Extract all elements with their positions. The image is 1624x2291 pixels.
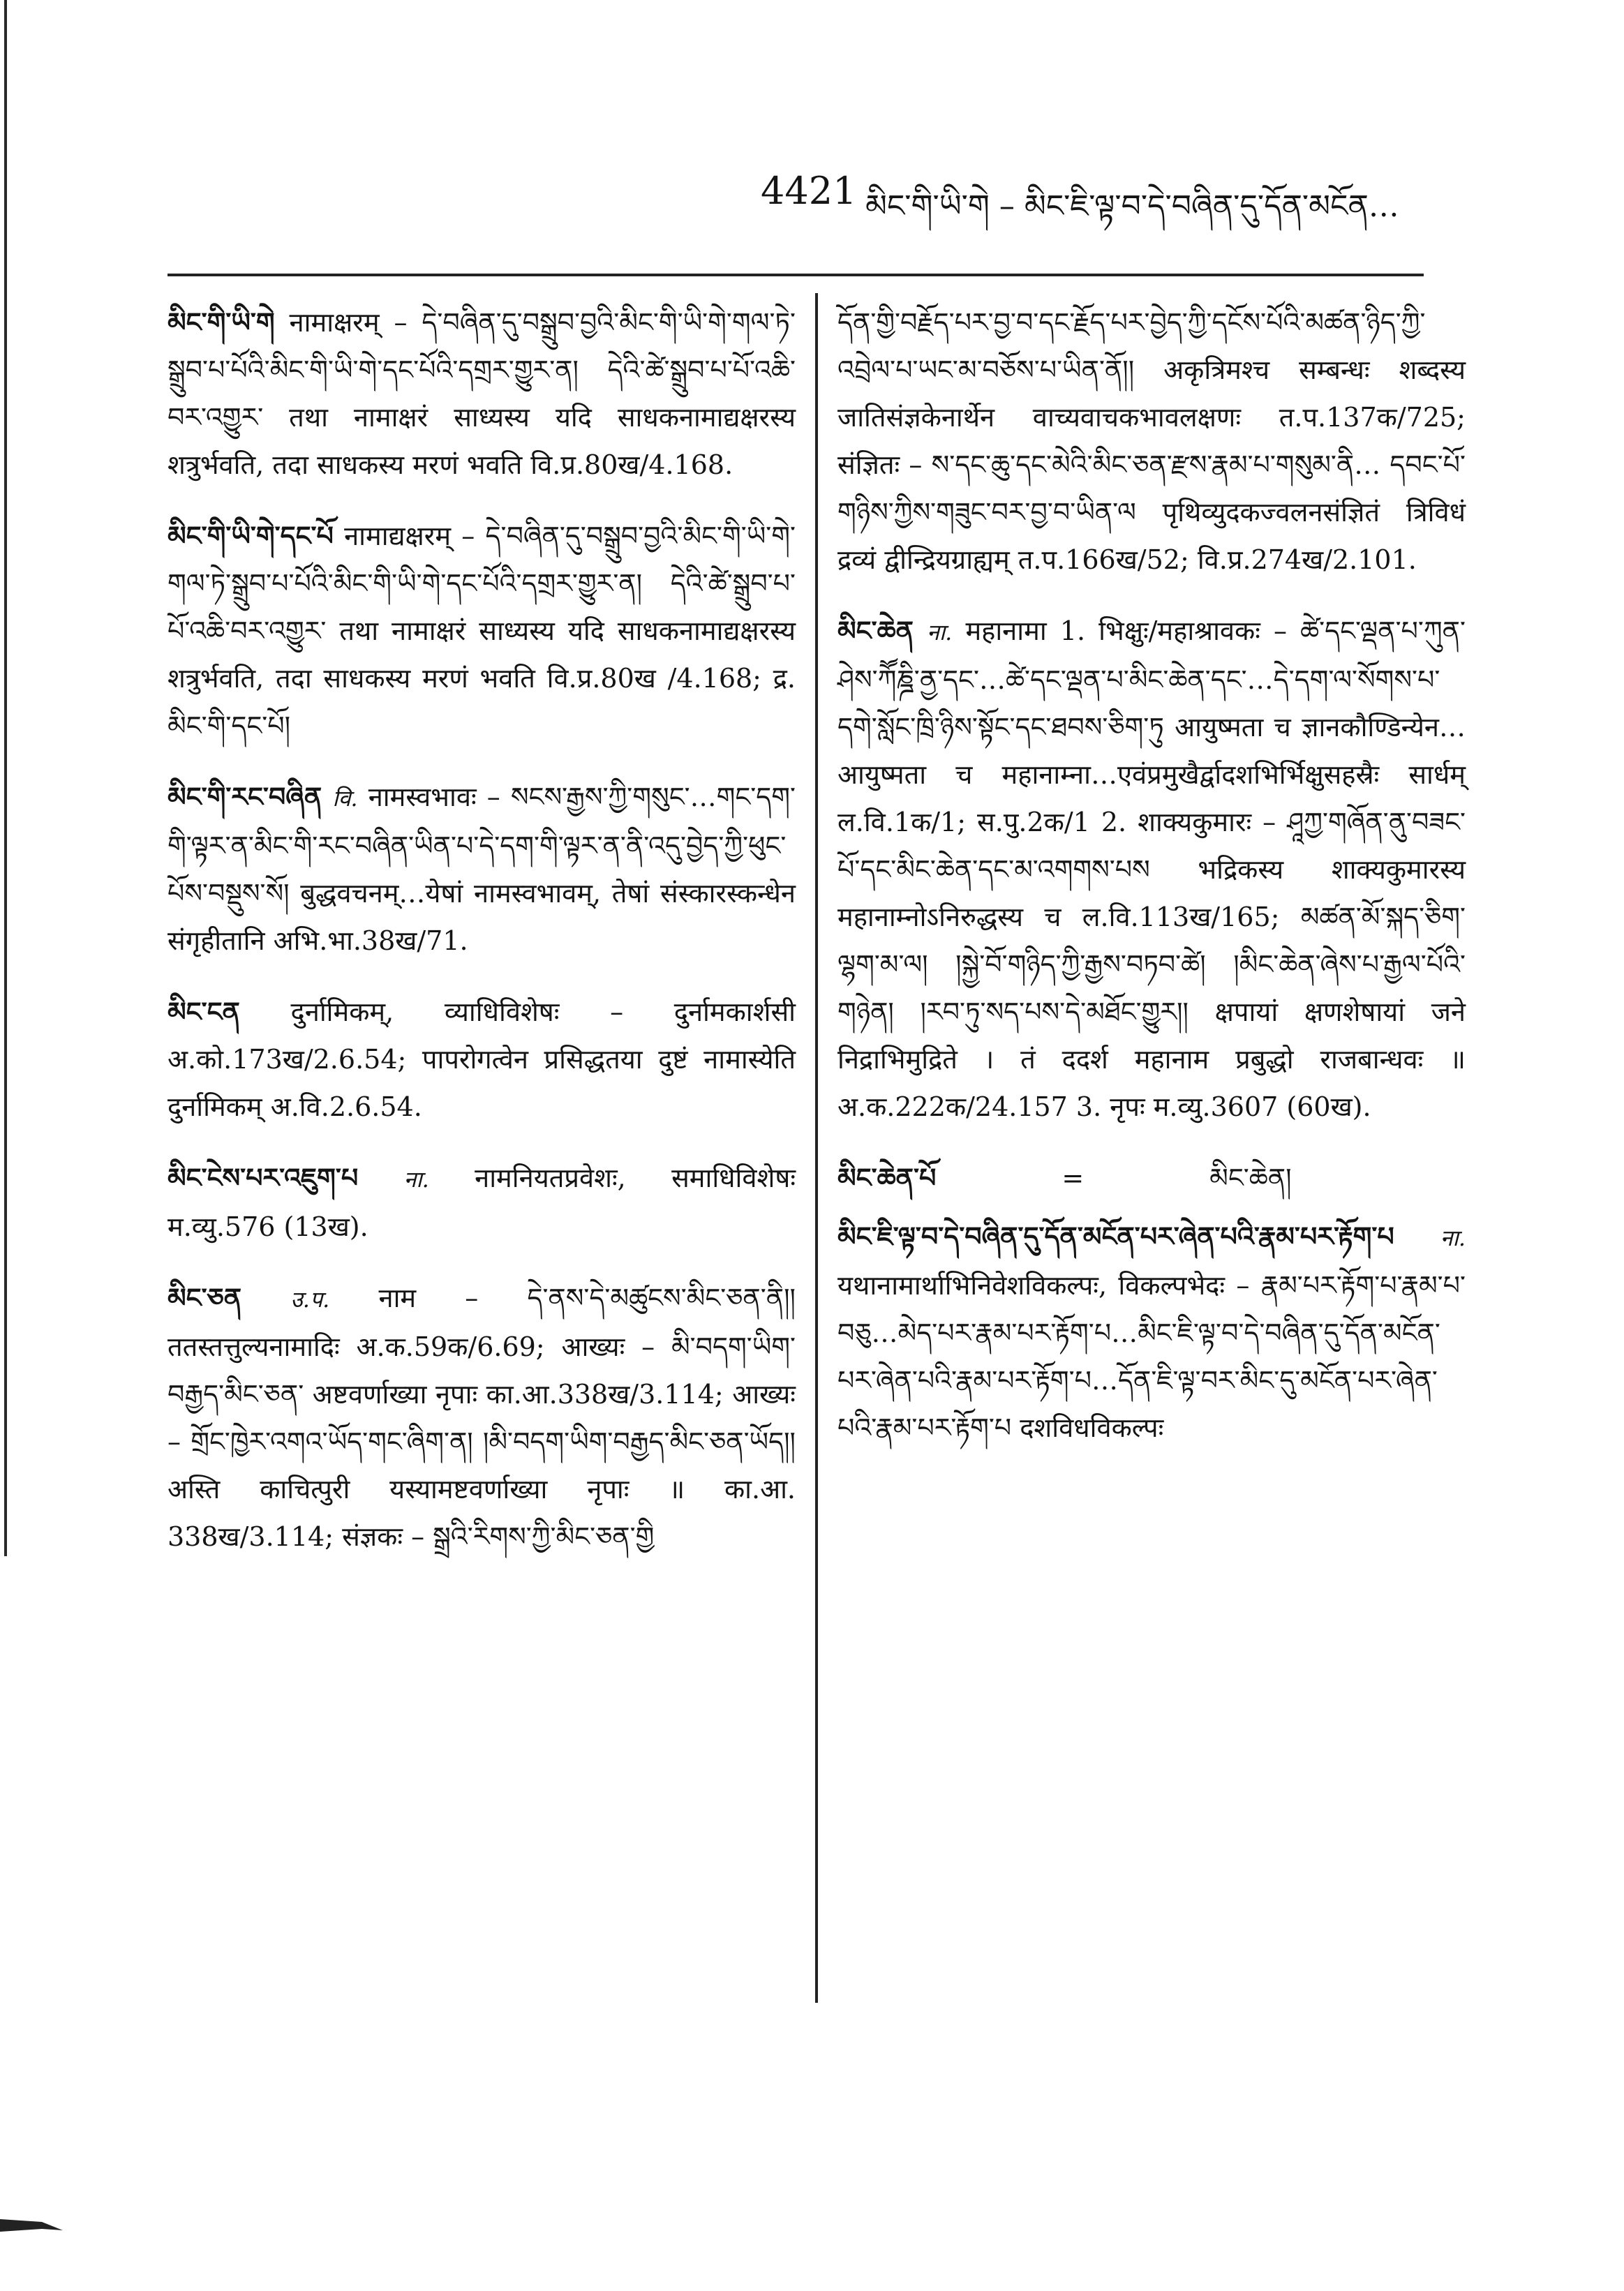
dictionary-entry	[837, 607, 1466, 1130]
entry-headword: མིང་ཅན	[167, 1282, 242, 1313]
dictionary-entry	[167, 299, 796, 488]
entry-headword: མིང་གི་རང་བཞིན	[167, 781, 322, 812]
dictionary-entry	[167, 512, 796, 749]
entry-headword: མིང་ངན	[167, 996, 240, 1027]
grammar-label: ना.	[1440, 1225, 1466, 1251]
grammar-label: वि.	[332, 785, 358, 812]
column-divider	[815, 293, 818, 2003]
dictionary-entry	[167, 1154, 796, 1251]
page-header	[761, 169, 1466, 225]
entry-body: दुर्नामिकम्, व्याधिविशेषः – दुर्नामकार्शसी अ.को.173ख/2.6.54; पापरोगत्वेन प्रसिद्धतया दुष्टं नामास्येति दुर्नामिकम् अ.वि.2.6.54.	[167, 997, 796, 1122]
equals-sign: =	[1061, 1163, 1085, 1193]
dictionary-entry-continued	[837, 299, 1466, 583]
entry-headword: མིང་གི་ཡི་གེ་དང་པོ	[167, 520, 334, 551]
entry-headword: མིང་གི་ཡི་གེ	[167, 306, 275, 338]
cross-reference-entry	[837, 1154, 1466, 1202]
page-number: 4421	[761, 169, 857, 213]
binding-edge-line	[4, 0, 7, 1556]
entry-body: नाम – དེ་ནས་དེ་མཚུངས་མིང་ཅན་ནི།། ततस्तत्तुल्यनामादिः अ.क.59क/6.69; आख्यः – མི་བདག་ཡིག་བརྒྱད་མིང་ཅན་ अष्टवर्णाख्या नृपाः का.आ.338ख/3.114; आख्यः – གྲོང་ཁྱེར་འགའ་ཡོད་གང་ཞིག་ན། །མི་བདག་ཡིག་བརྒྱད་མིང་ཅན་ཡོད།། अस्ति काचित्पुरी यस्यामष्टवर्णाख्या नृपाः ॥ का.आ. 338ख/3.114; संज्ञकः – སྒྲའི་རིགས་ཀྱི་མིང་ཅན་གྱི	[167, 1283, 796, 1552]
entry-headword: མིང་ཆེན	[837, 615, 914, 646]
dictionary-entry	[167, 1274, 796, 1560]
dictionary-entry	[167, 988, 796, 1130]
dictionary-entry	[167, 773, 796, 964]
entry-body: महानामा 1. भिक्षुः/महाश्रावकः – ཚེ་དང་ལྡན་པ་ཀུན་ཤེས་ཀཽཎྜི་ནྱ་དང་…ཚེ་དང་ལྡན་པ་མིང་ཆེན་དང་…དེ་དག་ལ་སོགས་པ་དགེ་སློང་ཁྲི་ཉིས་སྟོང་དང་ཐབས་ཅིག་ཏུ आयुष्मता च ज्ञानकौण्डिन्येन…आयुष्मता च महानाम्ना…एवंप्रमुखैर्द्वादशभिर्भिक्षुसहस्रैः सार्धम् ल.वि.1क/1; स.पु.2क/1 2. शाक्यकुमारः – ཤཱཀྱ་གཞོན་ནུ་བཟང་པོ་དང་མིང་ཆེན་དང་མ་འགགས་པས भद्रिकस्य शाक्यकुमारस्य महानाम्नोऽनिरुद्धस्य च ल.वि.113ख/165; མཚན་མོ་སྐད་ཅིག་ལྷག་མ་ལ། །སྐྱེ་བོ་གཉིད་ཀྱི་རྒྱས་བཏབ་ཚེ། །མིང་ཆེན་ཞེས་པ་རྒྱལ་པོའི་གཉེན། །རབ་ཏུ་སད་པས་དེ་མཐོང་གྱུར།། क्षपायां क्षणशेषायां जने निद्राभिमुद्रिते । तं ददर्श महानाम प्रबुद्धो राजबान्धवः ॥ अ.क.222क/24.157 3. नृपः म.व्यु.3607 (60ख).	[837, 615, 1466, 1122]
entry-body: नामनियतप्रवेशः, समाधिविशेषः म.व्यु.576 (13ख).	[167, 1163, 796, 1242]
entry-headword: མིང་ཇི་ལྟ་བ་དེ་བཞིན་དུ་དོན་མངོན་པར་ཞེན་པའི་རྣམ་པར་རྟོག་པ	[837, 1221, 1394, 1252]
entry-body: དོན་གྱི་བརྗོད་པར་བྱ་བ་དང་རྗོད་པར་བྱེད་ཀྱི་དངོས་པོའི་མཚན་ཉིད་ཀྱི་འབྲེལ་པ་ཡང་མ་བཅོས་པ་ཡིན་ནོ།། अकृत्रिमश्च सम्बन्धः शब्दस्य जातिसंज्ञकेनार्थेन वाच्यवाचकभावलक्षणः त.प.137क/725; संज्ञितः – ས་དང་ཆུ་དང་མེའི་མིང་ཅན་རྫས་རྣམ་པ་གསུམ་ནི… དབང་པོ་གཉིས་ཀྱིས་གཟུང་བར་བྱ་བ་ཡིན་ལ पृथिव्युदकज्वलनसंज्ञितं त्रिविधं द्रव्यं द्वीन्द्रियग्राह्यम् त.प.166ख/52; वि.प्र.274ख/2.101.	[837, 307, 1466, 575]
entry-body: नामाद्यक्षरम् – དེ་བཞིན་དུ་བསྒྲུབ་བྱའི་མིང་གི་ཡི་གེ་གལ་ཏེ་སྒྲུབ་པ་པོའི་མིང་གི་ཡི་གེ་དང་པོའི་དགྲར་གྱུར་ན། དེའི་ཚེ་སྒྲུབ་པ་པོ་འཆི་བར་འགྱུར་ तथा नामाक्षरं साध्यस्य यदि साधकनामाद्यक्षरस्य शत्रुर्भवति, तदा साधकस्य मरणं भवति वि.प्र.80ख /4.168; द्र. མིང་གི་དང་པོ།	[167, 521, 796, 741]
running-head: མིང་གི་ཡི་གེ – མིང་ཇི་ལྟ་བ་དེ་བཞིན་དུ་དོན་མངོན…	[865, 188, 1399, 224]
header-rule	[167, 274, 1424, 276]
right-column	[837, 299, 1466, 1475]
entry-body: यथानामार्थाभिनिवेशविकल्पः, विकल्पभेदः – རྣམ་པར་རྟོག་པ་རྣམ་པ་བཅུ…མེད་པར་རྣམ་པར་རྟོག་པ…མིང་ཇི་ལྟ་བ་དེ་བཞིན་དུ་དོན་མངོན་པར་ཞེན་པའི་རྣམ་པར་རྟོག་པ…དོན་ཇི་ལྟ་བར་མིང་དུ་མངོན་པར་ཞེན་པའི་རྣམ་པར་རྟོག་པ दशविधविकल्पः	[837, 1270, 1466, 1443]
entry-body: नामाक्षरम् – དེ་བཞིན་དུ་བསྒྲུབ་བྱའི་མིང་གི་ཡི་གེ་གལ་ཏེ་སྒྲུབ་པ་པོའི་མིང་གི་ཡི་གེ་དང་པོའི་དགྲར་གྱུར་ན། དེའི་ཚེ་སྒྲུབ་པ་པོ་འཆི་བར་འགྱུར་ तथा नामाक्षरं साध्यस्य यदि साधकनामाद्यक्षरस्य शत्रुर्भवति, तदा साधकस्य मरणं भवति वि.प्र.80ख/4.168.	[167, 307, 796, 480]
left-column	[167, 299, 796, 1584]
entry-body: नामस्वभावः – སངས་རྒྱས་ཀྱི་གསུང་…གང་དག་གི་ལྟར་ན་མིང་གི་རང་བཞིན་ཡིན་པ་དེ་དག་གི་ལྟར་ན་ནི་འདུ་བྱེད་ཀྱི་ཕུང་པོས་བསྡུས་སོ། बुद्धवचनम्…येषां नामस्वभावम्, तेषां संस्कारस्कन्धेन संगृहीतानि अभि.भा.38ख/71.	[167, 782, 796, 956]
page-corner-mark	[0, 2212, 63, 2237]
cross-reference-target: མིང་ཆེན།	[1209, 1163, 1292, 1193]
dictionary-entry	[837, 1213, 1466, 1452]
entry-headword: མིང་ཆེན་པོ	[837, 1162, 937, 1193]
grammar-label: उ.प.	[290, 1286, 330, 1313]
grammar-label: ना.	[927, 619, 953, 645]
entry-headword: མིང་ངེས་པར་འཇུག་པ	[167, 1162, 359, 1193]
grammar-label: ना.	[403, 1166, 429, 1193]
